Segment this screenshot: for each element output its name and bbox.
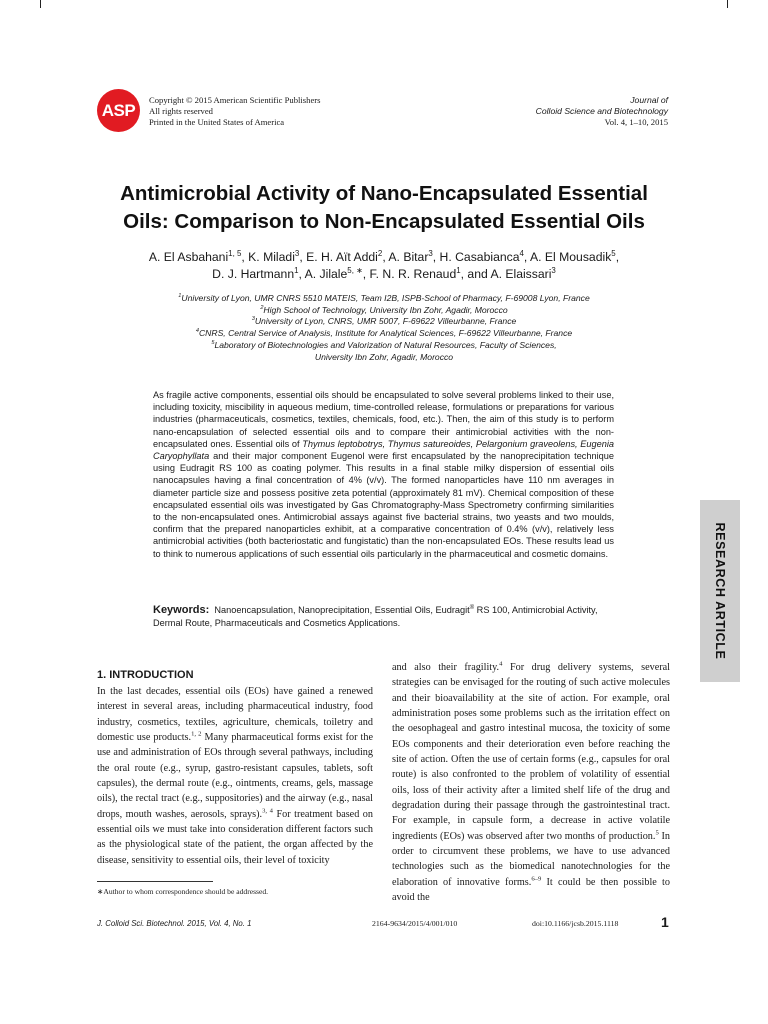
footer-doi: doi:10.1166/jcsb.2015.1118 (532, 919, 619, 928)
affiliation-line: $^3$University of Lyon, CNRS, UMR 5007, F-69622 Villeurbanne, France (251, 316, 517, 327)
footnote: ∗Author to whom correspondence should be addressed. (97, 887, 269, 896)
column-left (97, 668, 373, 868)
journal-info (536, 95, 668, 128)
copyright-line: Copyright © 2015 American Scientific Publishers (149, 95, 321, 105)
affiliation-number: 1 (178, 293, 182, 300)
keywords-list: Nanoencapsulation, Nanoprecipitation, Essential Oils, Eudragit® RS 100, Antimicrobial Activity, Dermal Route, Pharmaceuticals and Cosmetics Applications. (153, 604, 598, 628)
abstract: As fragile active components, essential oils should be encapsulated to solve several problems linked to their use, including toxicity, miscibility in aqueous medium, time-controlled release, formulations or preparations for various industries (pharmaceuticals, cosmetics, textiles, chemicals, food, etc.). Then, the aim of this study is to perform nano-encapsulation of selected essential oils and to compare their antimicrobial activities with the non-encapsulated ones. Essential oils of Thymus leptobotrys, Thymus satureoides, Pelargonium graveolens, Eugenia Caryophyllata and their major component Eugenol were first encapsulated by the nanoprecipitation technique using Eudragit RS 100 as coating polymer. This results in a final stable milky dispersion of essential oils nanocapsules having a final concentration of 4% (v/v). The formed nanoparticles have 110 nm averages in diameter particle size and possess positive zeta potential (approximately 81 mV). Chemical composition of these encapsulated essential oils was investigated by Gas Chromatography-Mass Spectrometry confirming similarities to the non-encapsulated ones. Antimicrobial assays against five bacterial strains, two yeasts and two moulds, confirm that the prepared nanoparticles exhibit, at a comparative concentration of 0.4% (v/v), relatively less antimicrobial activities (both bacteriostatic and fungistatic) than the non-encapsulated EOs. These results lead us to think to numerous applications of such essential oils particularly in the pharmaceutical and cosmetic domains. (153, 390, 614, 559)
copyright-line: Printed in the United States of America (149, 117, 285, 127)
affiliation-number: 2 (260, 304, 264, 311)
journal-line: Journal of (630, 95, 668, 105)
article-title (80, 180, 688, 236)
title-line: Antimicrobial Activity of Nano-Encapsulated Essential (120, 182, 648, 205)
affiliation-number: 5 (211, 339, 215, 346)
research-article-tab (700, 500, 740, 682)
journal-name: Colloid Science and Biotechnology (535, 106, 668, 116)
keywords-label: Keywords: (153, 604, 210, 616)
author-line: A. El Asbahani$^{1, 5}$, K. Miladi$^3$, E. H. Aït Addi$^2$, A. Bitar$^3$, H. Casabianca$^4$, A. El Mousadik$^5$, (148, 248, 620, 264)
footnote-rule (97, 881, 213, 882)
title-line: Oils: Comparison to Non-Encapsulated Essential Oils (123, 210, 645, 233)
affiliation-number: 3 (251, 316, 255, 323)
page-number: 1 (661, 914, 669, 930)
affiliation-line: $^2$High School of Technology, University Ibn Zohr, Agadir, Morocco (260, 304, 508, 315)
affiliation-line: $^4$CNRS, Central Service of Analysis, Institute for Analytical Sciences, F-69622 Villeurbanne, France (195, 328, 573, 339)
crop-mark-right (727, 0, 728, 8)
intro-text-right: and also their fragility.$^4$ For drug delivery systems, several strategies can be envisaged for the routing of such active molecules and their bioavailability at the site of action. For example, oral administration poses some problems such as the irritation effect on the oesophageal and gastro intestinal mucosa, the toxicity of some EOs components and their deterioration even before reaching the site of action. Often the use of certain forms (e.g., capsules for oral route) is also confronted to the problem of volatility of essential oils, loss of their activity after a limited shelf life of the drug and degradation during their passage through the gastrointestinal tract. For example, in capsule form, a decrease in active volatile ingredients (EOs) was observed after two months of production.$^5$ In order to circumvent these problems, we have to use advanced technologies such as the biomedical nanotechnologies for the elaboration of innovative forms.$^{6-9}$ It could be then possible to avoid the (392, 660, 670, 904)
column-right (392, 660, 670, 906)
copyright-line: All rights reserved (149, 106, 213, 116)
affiliations (80, 293, 688, 363)
section-heading: 1. INTRODUCTION (97, 669, 194, 681)
affiliation-line: University Ibn Zohr, Agadir, Morocco (314, 351, 454, 362)
affiliation-line: $^1$University of Lyon, UMR CNRS 5510 MATEIS, Team I2B, ISPB-School of Pharmacy, F-69008 Lyon, France (178, 293, 590, 303)
author-line: D. J. Hartmann$^1$, A. Jilale$^{5, ∗}$, F. N. R. Renaud$^1$, and A. Elaissari$^3$ (212, 265, 556, 281)
research-article-label: RESEARCH ARTICLE (713, 522, 727, 660)
logo-text: ASP (101, 100, 136, 120)
footer-citation: J. Colloid Sci. Biotechnol. 2015, Vol. 4, No. 1 (97, 919, 252, 928)
affiliation-number: 4 (195, 328, 199, 335)
crop-mark-left (40, 0, 41, 8)
intro-text-left: In the last decades, essential oils (EOs) have gained a renewed interest in several areas, including pharmaceutical industry, food industry, cosmetics, textiles, agriculture, chemicals, toiletry and domestic use products.$^{1, 2}$ Many pharmaceutical forms exist for the use and administration of EOs through several pathways, including the oral route (e.g., syrup, gastro-resistant capsules, tablets, soft capsules), the dermal route (e.g., ointments, creams, gels, massage oils), the rectal tract (e.g., suppositories) and the airway (e.g., nasal drops, mouth washes, aerosols, sprays).$^{3, 4}$ For treatment based on essential oils we must take into consideration different factors such as the physiological state of the patient, the organ affected by the disease, sensitivity to essential oils, their level of toxicity (97, 686, 373, 866)
footer-issn: 2164-9634/2015/4/001/010 (372, 919, 458, 928)
publisher-logo (97, 89, 140, 132)
affiliation-line: $^5$Laboratory of Biotechnologies and Valorization of Natural Resources, Faculty of Sciences, (211, 339, 557, 350)
author-list (80, 249, 688, 283)
copyright-block (149, 95, 320, 128)
journal-volume: Vol. 4, 1–10, 2015 (604, 117, 668, 127)
keywords (153, 604, 614, 630)
